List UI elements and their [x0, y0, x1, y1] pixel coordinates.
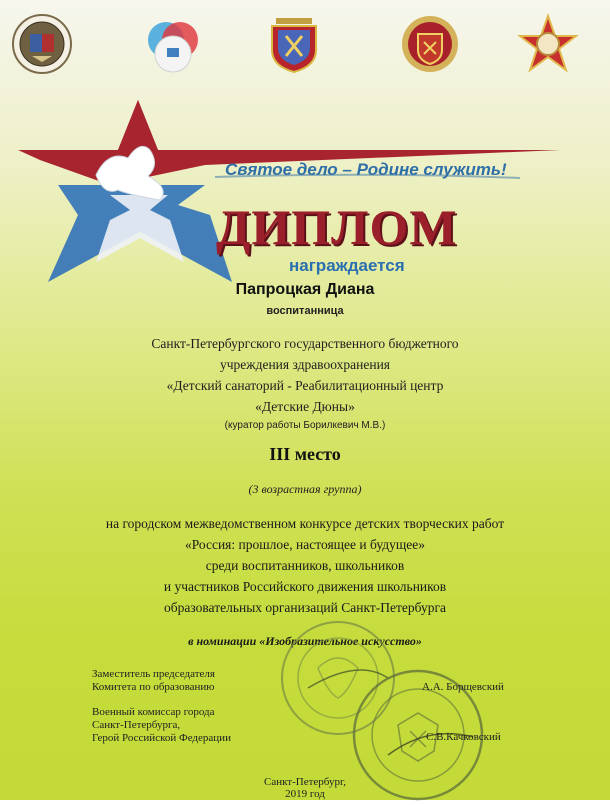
position-line: Комитета по образованию [92, 681, 215, 693]
age-group: (3 возрастная группа) [248, 482, 362, 496]
institution-line: «Детский санаторий - Реабилитационный центр [166, 378, 444, 393]
curator-note: (куратор работы Борилкевич М.В.) [224, 420, 386, 431]
recipient-name: Папроцкая Диана [235, 281, 375, 298]
footer-city: Санкт-Петербург, [264, 776, 346, 788]
position-line: Заместитель председателя [92, 668, 215, 680]
nomination: в номинации «Изобразительное искусство» [188, 634, 422, 648]
contest-line: «Россия: прошлое, настоящее и будущее» [184, 537, 426, 552]
contest-line: и участников Российского движения школьников [163, 579, 447, 594]
contest-line: образовательных организаций Санкт-Петербурга [163, 600, 447, 615]
diploma-title: ДИПЛОМ [216, 199, 458, 255]
footer-place [0, 776, 610, 800]
signature-position [92, 668, 215, 694]
position-line: Военный комиссар города [92, 706, 215, 718]
position-line: Санкт-Петербурга, [92, 719, 181, 731]
institution-line: учреждения здравоохранения [219, 357, 390, 372]
signer-name: С.В.Качковский [426, 731, 501, 743]
awarded-label: награждается [289, 256, 405, 275]
contest-line: на городском межведомственном конкурсе детских творческих работ [105, 516, 505, 531]
signer-name: А.А. Борщевский [422, 681, 504, 693]
signature-position [92, 706, 231, 745]
recipient-role: воспитанница [266, 305, 344, 317]
footer-year: 2019 год [285, 788, 325, 800]
institution-line: «Детские Дюны» [255, 399, 355, 414]
slogan: Святое дело – Родине служить! [225, 160, 507, 179]
contest-line: среди воспитанников, школьников [205, 558, 405, 573]
position-line: Герой Российской Федерации [92, 732, 231, 744]
institution-line: Санкт-Петербургского государственного бюджетного [151, 336, 459, 351]
place-result: III место [269, 444, 341, 464]
